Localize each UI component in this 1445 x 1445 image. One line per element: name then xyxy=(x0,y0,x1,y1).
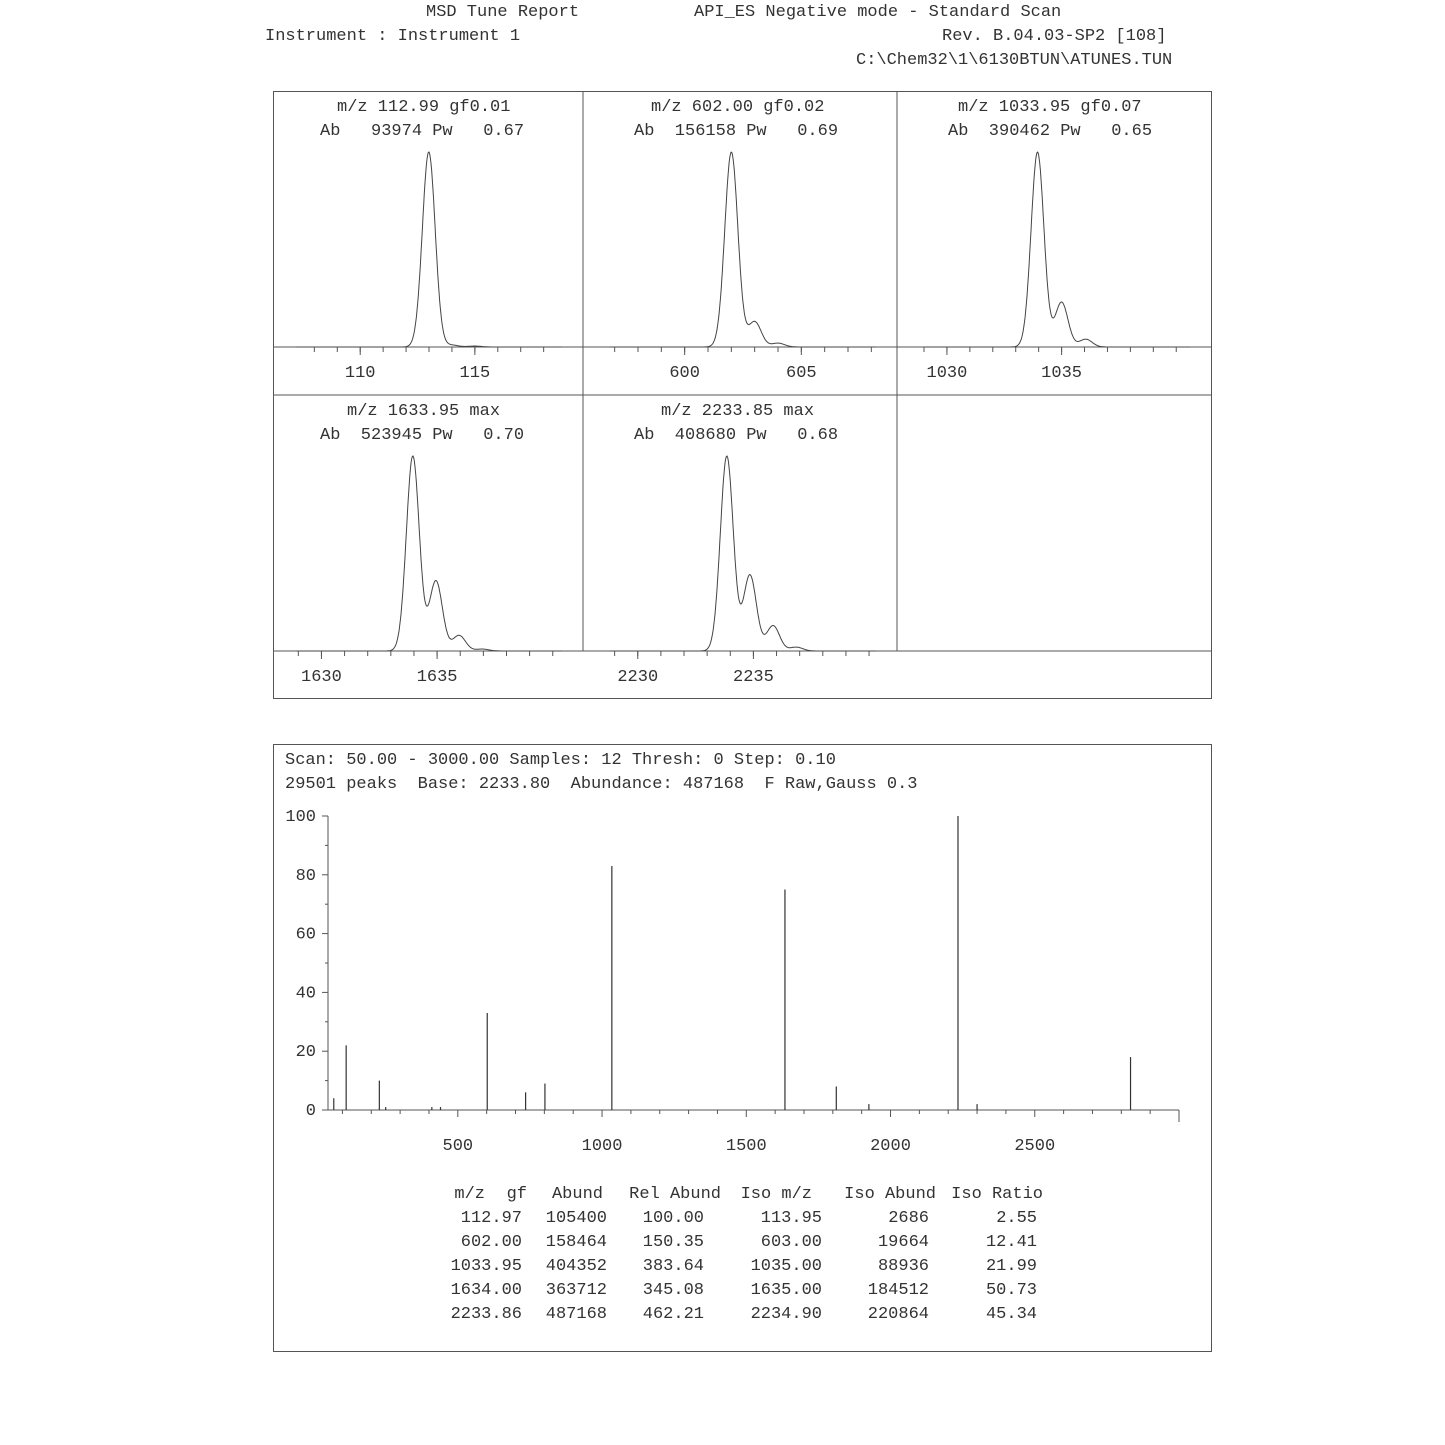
peak-3-title: m/z 1033.95 gf0.07 xyxy=(958,98,1142,117)
table-cell: 345.08 xyxy=(642,1281,704,1300)
y-tick-label: 40 xyxy=(295,984,316,1004)
table-cell: 158464 xyxy=(545,1233,607,1252)
table-cell: 2234.90 xyxy=(750,1305,822,1324)
y-tick-label: 80 xyxy=(295,866,316,886)
table-cell: 462.21 xyxy=(642,1305,704,1324)
table-cell: 184512 xyxy=(867,1281,929,1300)
x-tick-label: 115 xyxy=(459,364,491,383)
table-cell: 2686 xyxy=(888,1209,929,1228)
table-header: m/z xyxy=(454,1185,485,1204)
peak-4-title: m/z 1633.95 max xyxy=(347,402,501,421)
peak-1-title: m/z 112.99 gf0.01 xyxy=(337,98,511,117)
scan-parameters: Scan: 50.00 - 3000.00 Samples: 12 Thresh: 0 Step: 0.10 xyxy=(285,751,836,770)
x-tick-label: 2235 xyxy=(733,668,774,687)
table-cell: 105400 xyxy=(545,1209,607,1228)
report-title: MSD Tune Report xyxy=(426,3,580,22)
revision-label: Rev. B.04.03-SP2 [108] xyxy=(942,27,1167,46)
table-cell: 602.00 xyxy=(460,1233,522,1252)
table-cell: 487168 xyxy=(545,1305,607,1324)
peak-3-ab-pw: Ab 390462 Pw 0.65 xyxy=(948,122,1153,141)
table-cell: 88936 xyxy=(877,1257,929,1276)
y-tick-label: 100 xyxy=(285,808,316,827)
x-tick-label: 600 xyxy=(669,364,700,383)
table-cell: 112.97 xyxy=(460,1209,522,1228)
x-tick-label: 2000 xyxy=(870,1137,911,1156)
x-tick-label: 110 xyxy=(344,364,376,383)
table-header: Rel Abund xyxy=(629,1185,721,1204)
x-tick-label: 500 xyxy=(442,1137,474,1156)
peak-2-ab-pw: Ab 156158 Pw 0.69 xyxy=(634,122,839,141)
peak-5-ab-pw: Ab 408680 Pw 0.68 xyxy=(634,426,839,445)
peak-1-ab-pw: Ab 93974 Pw 0.67 xyxy=(320,122,525,141)
table-cell: 1033.95 xyxy=(450,1257,522,1276)
x-tick-label: 1630 xyxy=(301,668,342,687)
table-cell: 1634.00 xyxy=(450,1281,522,1300)
x-tick-label: 605 xyxy=(786,364,817,383)
scan-summary: 29501 peaks Base: 2233.80 Abundance: 487168 F Raw,Gauss 0.3 xyxy=(285,775,918,794)
x-tick-label: 2230 xyxy=(617,668,659,687)
table-cell: 45.34 xyxy=(985,1305,1037,1324)
table-cell: 19664 xyxy=(877,1233,929,1252)
x-tick-label: 1500 xyxy=(725,1137,767,1156)
x-tick-label: 1030 xyxy=(926,364,968,383)
instrument-label: Instrument : Instrument 1 xyxy=(265,27,521,46)
table-header: Abund xyxy=(551,1185,603,1204)
x-tick-label: 2500 xyxy=(1014,1137,1056,1156)
table-cell: 150.35 xyxy=(642,1233,704,1252)
x-tick-label: 1635 xyxy=(416,668,458,687)
table-cell: 1035.00 xyxy=(750,1257,822,1276)
table-cell: 113.95 xyxy=(760,1209,822,1228)
peak-5-title: m/z 2233.85 max xyxy=(661,402,815,421)
peak-4-ab-pw: Ab 523945 Pw 0.70 xyxy=(320,426,525,445)
table-cell: 220864 xyxy=(867,1305,929,1324)
y-tick-label: 60 xyxy=(295,925,316,945)
table-cell: 363712 xyxy=(545,1281,607,1300)
peak-2-title: m/z 602.00 gf0.02 xyxy=(651,98,825,117)
table-header: gf xyxy=(506,1185,527,1204)
table-cell: 383.64 xyxy=(642,1257,704,1276)
table-header: Iso m/z xyxy=(740,1185,812,1204)
table-cell: 50.73 xyxy=(985,1281,1037,1300)
table-header: Iso Abund xyxy=(844,1185,936,1204)
scan-mode: API_ES Negative mode - Standard Scan xyxy=(694,3,1062,22)
table-cell: 1635.00 xyxy=(750,1281,822,1300)
file-path: C:\Chem32\1\6130BTUN\ATUNES.TUN xyxy=(856,51,1173,70)
table-cell: 2233.86 xyxy=(450,1305,522,1324)
table-cell: 12.41 xyxy=(985,1233,1037,1252)
y-tick-label: 0 xyxy=(305,1102,316,1121)
table-cell: 404352 xyxy=(545,1257,607,1276)
table-header: Iso Ratio xyxy=(951,1185,1043,1204)
table-cell: 21.99 xyxy=(985,1257,1037,1276)
y-tick-label: 20 xyxy=(295,1043,316,1063)
table-cell: 2.55 xyxy=(996,1209,1037,1228)
table-cell: 100.00 xyxy=(642,1209,704,1228)
table-cell: 603.00 xyxy=(760,1233,822,1252)
x-tick-label: 1035 xyxy=(1041,364,1082,383)
x-tick-label: 1000 xyxy=(581,1137,623,1156)
